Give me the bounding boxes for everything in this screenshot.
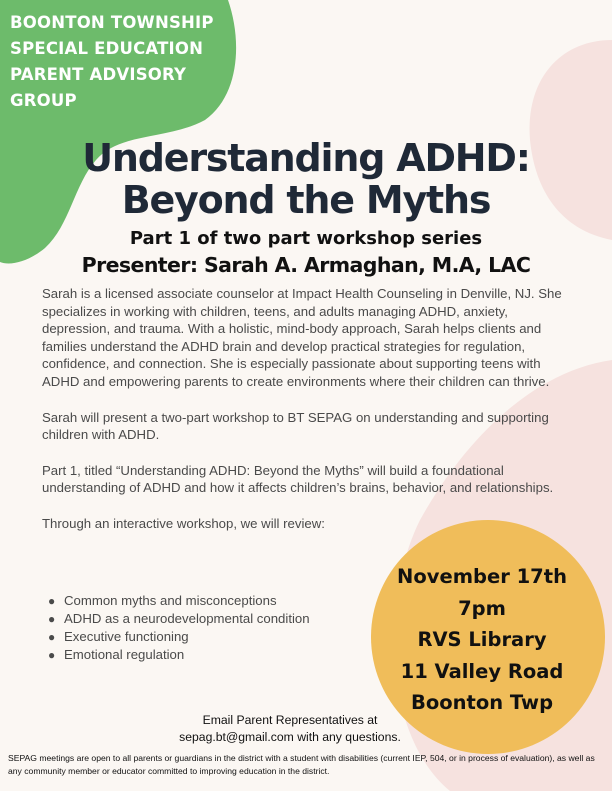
description-paragraph: Through an interactive workshop, we will review: [42, 515, 325, 531]
presenter-name: Presenter: Sarah A. Armaghan, M.A, LAC [81, 253, 531, 277]
bullet-icon: ● [48, 612, 56, 626]
description-paragraph: Part 1, titled “Understanding ADHD: Beyond the Myths” will build a foundational understanding of ADHD and how it affects children’s brains, behavior, and relationships. [42, 462, 554, 496]
description-paragraph: Sarah is a licensed associate counselor at Impact Health Counseling in Denville, NJ. She specializes in working with children, teens, and adults managing ADHD, anxiety, depression, and trauma. With a holistic, mind-body approach, Sarah helps clients and families understand the ADHD brain and develop practical strategies for regulation, confidence, and connection. She is especially passionate about supporting teens with ADHD and empowering parents to create environments where their children can thrive. [42, 286, 562, 389]
page-title [0, 137, 612, 221]
description [42, 285, 577, 533]
event-address: 11 Valley Road [400, 659, 564, 683]
bullet-icon: ● [48, 594, 56, 608]
event-date: November 17th [397, 565, 567, 588]
list-item [48, 646, 368, 664]
organization-line: GROUP [10, 91, 77, 110]
description-paragraph: Sarah will present a two-part workshop to BT SEPAG on understanding and supporting children with ADHD. [42, 409, 549, 443]
title-line-1: Understanding ADHD: [82, 136, 530, 180]
topic-label: Common myths and misconceptions [64, 593, 277, 608]
event-details [397, 561, 567, 719]
bullet-icon: ● [48, 630, 56, 644]
event-venue: RVS Library [417, 628, 547, 651]
list-item [48, 592, 368, 610]
topic-label: ADHD as a neurodevelopmental condition [64, 611, 310, 626]
event-time: 7pm [458, 596, 506, 620]
contact-line: Email Parent Representatives at [202, 713, 378, 727]
topic-label: Emotional regulation [64, 647, 185, 662]
list-item [48, 610, 368, 628]
series-subtitle: Part 1 of two part workshop series [129, 228, 483, 249]
bullet-icon: ● [48, 648, 56, 662]
title-line-2: Beyond the Myths [121, 178, 491, 222]
organization-line: SPECIAL EDUCATION [10, 39, 204, 58]
contact-info [140, 712, 440, 746]
organization-line: PARENT ADVISORY [10, 65, 187, 84]
footnote: SEPAG meetings are open to all parents or guardians in the district with a student with disabilities (current IEP, 504, or in process of evaluation), as well as any community member or educator committed to improving education in the district. [8, 753, 595, 776]
contact-email-line[interactable]: sepag.bt@gmail.com with any questions. [179, 730, 401, 744]
topic-label: Executive functioning [64, 629, 189, 644]
list-item [48, 628, 368, 646]
event-town: Boonton Twp [410, 691, 554, 714]
organization-name [10, 10, 240, 114]
organization-line: BOONTON TOWNSHIP [10, 13, 214, 32]
topic-list [48, 592, 368, 664]
